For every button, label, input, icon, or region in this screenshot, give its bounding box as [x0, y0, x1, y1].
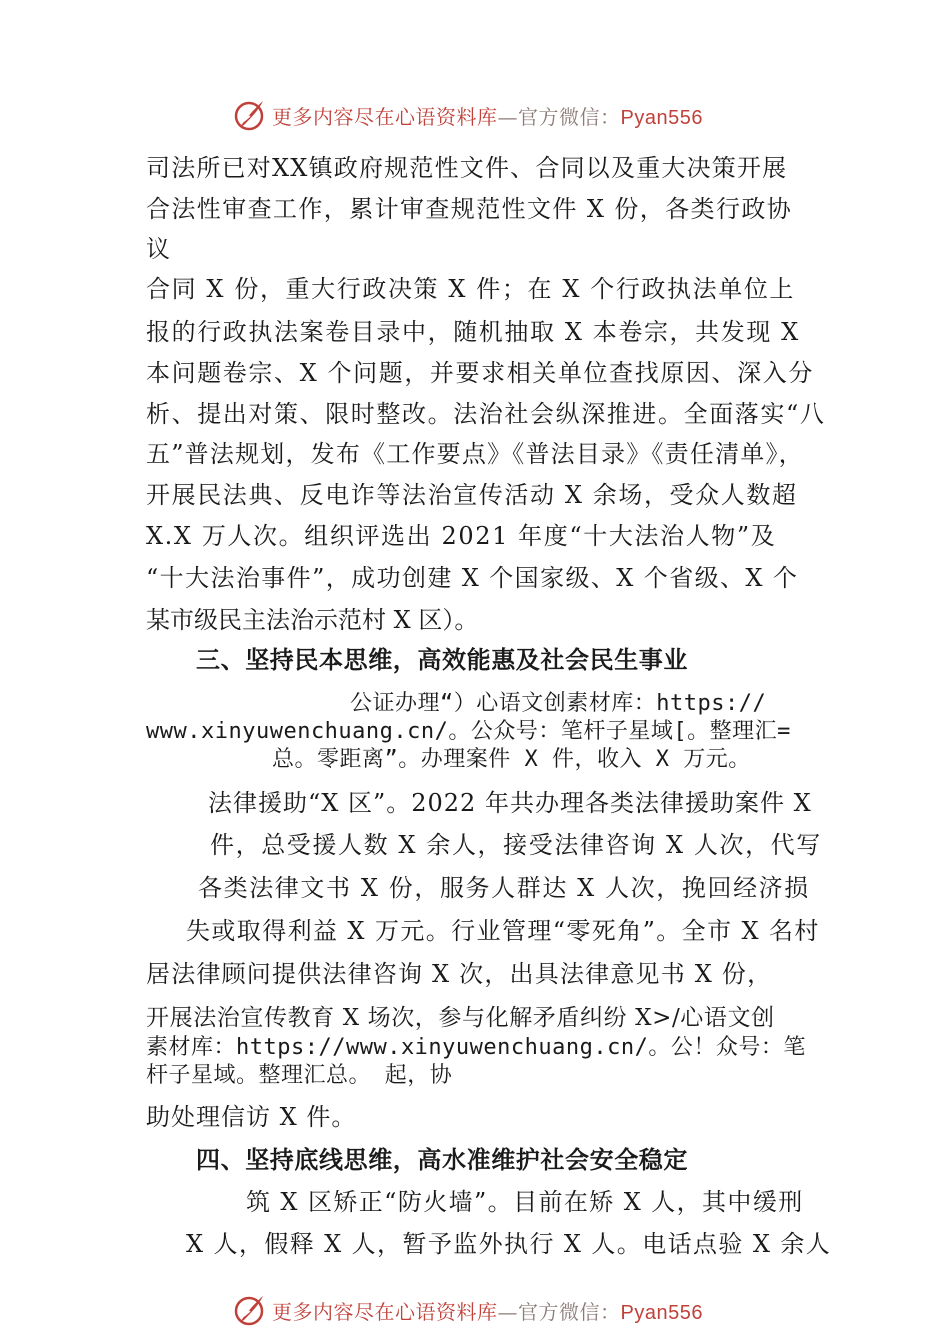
watermark-banner-top: [0, 95, 950, 135]
watermark-wechat-label: 官方微信：: [518, 105, 621, 129]
text-line: 助处理信访 X 件。: [146, 1103, 357, 1131]
text-line: 五”普法规划，发布《工作要点》《普法目录》《责任清单》，: [146, 440, 804, 468]
quill-logo-icon: [232, 97, 268, 133]
watermark-wechat-id: Pyan556: [620, 1302, 703, 1324]
text-line: 总。零距离”。办理案件 X 件，收入 X 万元。: [272, 747, 751, 772]
text-line: X 人，假释 X 人，暂予监外执行 X 人。电话点验 X 余人: [186, 1230, 832, 1258]
text-line: 析、提出对策、限时整改。法治社会纵深推进。全面落实“八: [146, 400, 826, 428]
text-line: 司法所已对XX镇政府规范性文件、合同以及重大决策开展: [146, 154, 788, 182]
section-heading-4: 四、坚持底线思维，高水准维护社会安全稳定: [196, 1146, 688, 1174]
text-line: 开展法治宣传教育 X 场次，参与化解矛盾纠纷 X>/心语文创: [146, 1005, 775, 1031]
text-line: 居法律顾问提供法律咨询 X 次，出具法律意见书 X 份，: [146, 960, 773, 988]
text-line: X.X 万人次。组织评选出 2021 年度“十大法治人物”及: [146, 522, 777, 550]
text-line: 筑 X 区矫正“防火墙”。目前在矫 X 人，其中缓刑: [246, 1188, 804, 1216]
text-line: 报的行政执法案卷目录中，随机抽取 X 本卷宗，共发现 X: [146, 318, 800, 346]
text-line: 杆子星域。整理汇总。 起，协: [146, 1063, 453, 1088]
text-line: 合同 X 份，重大行政决策 X 件；在 X 个行政执法单位上: [146, 275, 796, 303]
text-line: 议: [146, 235, 170, 263]
text-line: 某市级民主法治示范村 X 区）。: [146, 606, 479, 634]
watermark-brand-text: 更多内容尽在心语资料库: [272, 1300, 498, 1324]
text-line: 法律援助“X 区”。2022 年共办理各类法律援助案件 X: [208, 789, 812, 817]
text-line: www.xinyuwenchuang.cn/。公众号：笔杆子星域[。整理汇=: [146, 719, 791, 744]
watermark-wechat-label: 官方微信：: [518, 1300, 621, 1324]
watermark-wechat-id: Pyan556: [620, 107, 703, 129]
text-line: 失或取得利益 X 万元。行业管理“零死角”。全市 X 名村: [186, 917, 820, 945]
section-heading-3: 三、坚持民本思维，高效能惠及社会民生事业: [196, 646, 688, 674]
watermark-brand-text: 更多内容尽在心语资料库: [272, 105, 498, 129]
text-line: 各类法律文书 X 份，服务人群达 X 人次，挽回经济损: [198, 874, 810, 902]
text-line: 公证办理“）心语文创素材库：https://: [350, 691, 767, 716]
text-line: 开展民法典、反电诈等法治宣传活动 X 余场，受众人数超: [146, 481, 798, 509]
watermark-dash: —: [497, 105, 518, 129]
text-line: 件，总受援人数 X 余人，接受法律咨询 X 人次，代写: [210, 831, 822, 859]
quill-logo-icon: [232, 1292, 268, 1328]
text-line: 素材库：https://www.xinyuwenchuang.cn/。公！众号：笔: [146, 1035, 806, 1060]
text-line: 合法性审查工作，累计审查规范性文件 X 份，各类行政协: [146, 195, 793, 223]
watermark-banner-bottom: [0, 1290, 950, 1330]
text-line: 本问题卷宗、X 个问题，并要求相关单位查找原因、深入分: [146, 359, 814, 387]
text-line: “十大法治事件”，成功创建 X 个国家级、X 个省级、X 个: [146, 564, 799, 592]
watermark-dash: —: [497, 1300, 518, 1324]
